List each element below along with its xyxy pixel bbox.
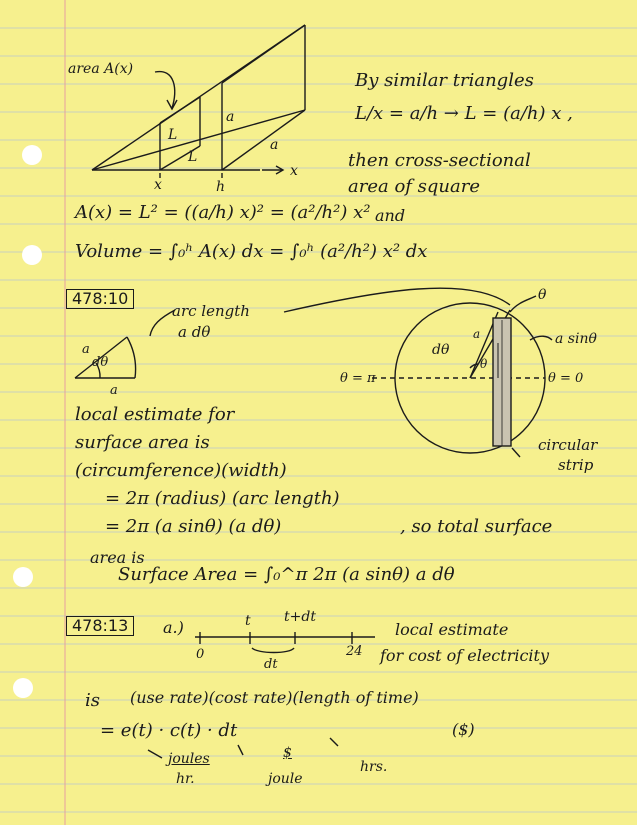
arc-length-formula: a dθ bbox=[178, 323, 211, 341]
joules-per-hr-num: joules bbox=[168, 751, 210, 767]
theta-zero-label: θ = 0 bbox=[548, 371, 584, 386]
sphere-theta-top: θ bbox=[538, 287, 547, 303]
circumference-width: (circumference)(width) bbox=[75, 460, 287, 481]
timeline-dt: dt bbox=[264, 657, 278, 672]
cost-equation: = e(t) · c(t) · dt bbox=[100, 720, 238, 741]
label-L-horizontal: L bbox=[188, 149, 198, 165]
joules-per-hr-den: hr. bbox=[176, 771, 195, 787]
sphere-diagram bbox=[284, 288, 552, 457]
sector-side-a: a bbox=[82, 342, 90, 357]
surface-eq2: = 2π (a sinθ) (a dθ) bbox=[105, 516, 282, 537]
theta-pi-label: θ = π bbox=[340, 371, 376, 386]
then-cross-sectional: then cross-sectional bbox=[348, 150, 531, 171]
sphere-theta-small: θ bbox=[480, 357, 488, 371]
area-is-text: area is bbox=[90, 548, 145, 567]
punch-hole-mid bbox=[22, 245, 42, 265]
arc-length-label: arc length bbox=[172, 302, 250, 320]
problem-label-478-10: 478:10 bbox=[66, 289, 134, 309]
x-tick-label: x bbox=[154, 177, 162, 193]
punch-hole-low bbox=[13, 567, 33, 587]
is-text: is bbox=[85, 690, 100, 711]
hours-unit: hrs. bbox=[360, 759, 388, 775]
timeline-24: 24 bbox=[346, 644, 363, 659]
h-tick-label: h bbox=[216, 179, 226, 195]
similar-triangles-text: By similar triangles bbox=[355, 70, 534, 91]
local-estimate-line2: surface area is bbox=[75, 432, 210, 453]
area-of-square: area of square bbox=[348, 176, 481, 197]
punch-hole-top bbox=[22, 145, 42, 165]
sector-base-a: a bbox=[110, 383, 118, 398]
area-equation: A(x) = L² = ((a/h) x)² = (a²/h²) x² bbox=[75, 202, 371, 223]
local-estimate-cost-line1: local estimate bbox=[395, 620, 509, 639]
local-estimate-line1: local estimate for bbox=[75, 404, 235, 425]
sphere-dtheta: dθ bbox=[432, 342, 450, 358]
sector-angle: dθ bbox=[92, 355, 109, 370]
strip-label: strip bbox=[558, 456, 594, 474]
surface-eq1: = 2π (radius) (arc length) bbox=[105, 488, 340, 509]
dollar-units: ($) bbox=[452, 720, 475, 739]
so-total-surface: , so total surface bbox=[400, 516, 553, 537]
sphere-a-label: a bbox=[473, 327, 481, 341]
rate-equation: (use rate)(cost rate)(length of time) bbox=[130, 688, 419, 707]
timeline-t: t bbox=[245, 613, 251, 629]
label-a-diagonal: a bbox=[270, 137, 279, 153]
timeline-t-dt: t+dt bbox=[284, 609, 316, 625]
pyramid-diagram bbox=[92, 25, 305, 178]
area-label: area A(x) bbox=[68, 61, 134, 77]
sphere-a-sin-theta: a sinθ bbox=[555, 331, 597, 347]
circular-label: circular bbox=[538, 436, 598, 454]
label-a-vertical: a bbox=[226, 109, 235, 125]
dollar-per-joule-num: $ bbox=[283, 745, 292, 761]
problem-label-478-13: 478:13 bbox=[66, 616, 134, 636]
sector-diagram bbox=[75, 310, 175, 378]
timeline-zero: 0 bbox=[196, 647, 205, 662]
local-estimate-cost-line2: for cost of electricity bbox=[380, 646, 550, 665]
punch-hole-bottom bbox=[13, 678, 33, 698]
surface-area-equation: Surface Area = ∫₀^π 2π (a sinθ) a dθ bbox=[118, 564, 455, 585]
dollar-per-joule-den: joule bbox=[268, 771, 303, 787]
ratio-equation: L/x = a/h → L = (a/h) x , bbox=[355, 103, 573, 124]
x-axis-letter: x bbox=[290, 163, 298, 179]
part-a-label: a.) bbox=[163, 618, 184, 637]
label-L-vertical: L bbox=[168, 127, 178, 143]
volume-equation: Volume = ∫₀ʰ A(x) dx = ∫₀ʰ (a²/h²) x² dx bbox=[75, 241, 428, 262]
and-text: and bbox=[375, 206, 406, 225]
